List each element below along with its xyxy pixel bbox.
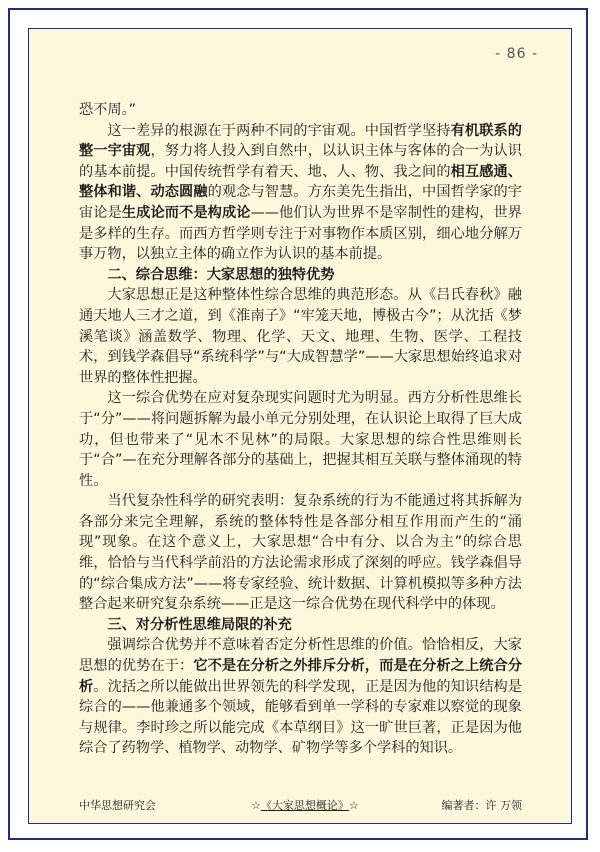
- paragraph-analysis: [79, 635, 522, 759]
- text-run: 。沈括之所以能做出世界领先的科学发现，正是因为他的知识结构是综合的——他兼通多个领域，能够看到单一学科的专家难以察觉的现象与规律。李时珍之所以能完成《本草纲目》这一旷世巨著，正是因为他综合了药物学、植物学、动物学、矿物学等多个学科的知识。: [79, 678, 522, 757]
- text-run: 这一差异的根源在于两种不同的宇宙观。中国哲学坚持: [107, 122, 451, 139]
- paragraph-cosmology: [79, 121, 522, 265]
- section-heading-2: 二、综合思维：大家思想的独特优势: [107, 266, 335, 283]
- text-run: ，努力将人投入到自然中，以认识主体与客体的合一为认识的基本前提。中国传统哲学有着天、地、人、物、我之间的: [79, 143, 522, 180]
- paragraph-continued: 恐不周。”: [79, 102, 137, 118]
- book-title: 《大家思想概论》: [260, 799, 349, 812]
- star-icon: ☆: [348, 799, 359, 812]
- text-run: 强调综合优势并不意味着否定分析性思维的价值。恰恰相反，大家思想的优势在于：: [79, 637, 522, 675]
- emphasis-text: 有机联系的整一宇宙观: [79, 122, 522, 160]
- emphasis-text: 生成论而不是构成论: [121, 204, 251, 221]
- paragraph-advantage: 这一综合优势在应对复杂现实问题时尤为明显。西方分析性思维长于“分”——将问题拆解为最小单元分别处理，在认识论上取得了巨大成功，但也带来了“见木不见林”的局限。大家思想的综合性思维则长于“合”—在充分理解各部分的基础上，把握其相互关联与整体涌现的特性。: [79, 390, 522, 489]
- text-run: ——他们认为世界不是宰制性的建构，世界是多样的生存。而西方哲学则专注于对事物作本质区别，细心地分解万事万物，以独立主体的确立作为认识的基本前提。: [79, 204, 522, 263]
- footer-author: 编著者：许 万领: [441, 799, 522, 812]
- paragraph-complexity: 当代复杂性科学的研究表明：复杂系统的行为不能通过将其拆解为各部分来完全理解，系统的整体特性是各部分相互作用而产生的“涌现”现象。在这个意义上，大家思想“合中有分、以合为主”的综合思维，恰恰与当代科学前沿的方法论需求形成了深刻的呼应。钱学森倡导的“综合集成方法”——将专家经验、统计数据、计算机模拟等多种方法整合起来研究复杂系统——正是这一综合优势在现代科学中的体现。: [79, 493, 522, 613]
- emphasis-text: 相互感通、整体和谐、动态圆融: [79, 163, 522, 201]
- article-body: [79, 100, 522, 759]
- emphasis-text: 它不是在分析之外排斥分析，而是在分析之上统合分析: [79, 658, 522, 695]
- text-run: 的观念与智慧。方东美先生指出，中国哲学家的宇宙论是: [79, 184, 522, 221]
- star-icon: ☆: [251, 799, 261, 812]
- page-number: - 86 -: [495, 46, 538, 62]
- footer-organization: 中华思想研究会: [79, 799, 156, 812]
- paragraph-synthesis: 大家思想正是这种整体性综合思维的典范形态。从《吕氏春秋》融通天地人三才之道，到《淮南子》“牢笼天地，博极古今”；从沈括《梦溪笔谈》涵盖数学、物理、化学、天文、地理、生物、医学、工程技术，到钱学森倡导“系统科学”与“大成智慧学”——大家思想始终追求对世界的整体性把握。: [79, 287, 522, 386]
- footer-book-title: [251, 797, 359, 813]
- section-heading-3: 三、对分析性思维局限的补充: [107, 616, 292, 633]
